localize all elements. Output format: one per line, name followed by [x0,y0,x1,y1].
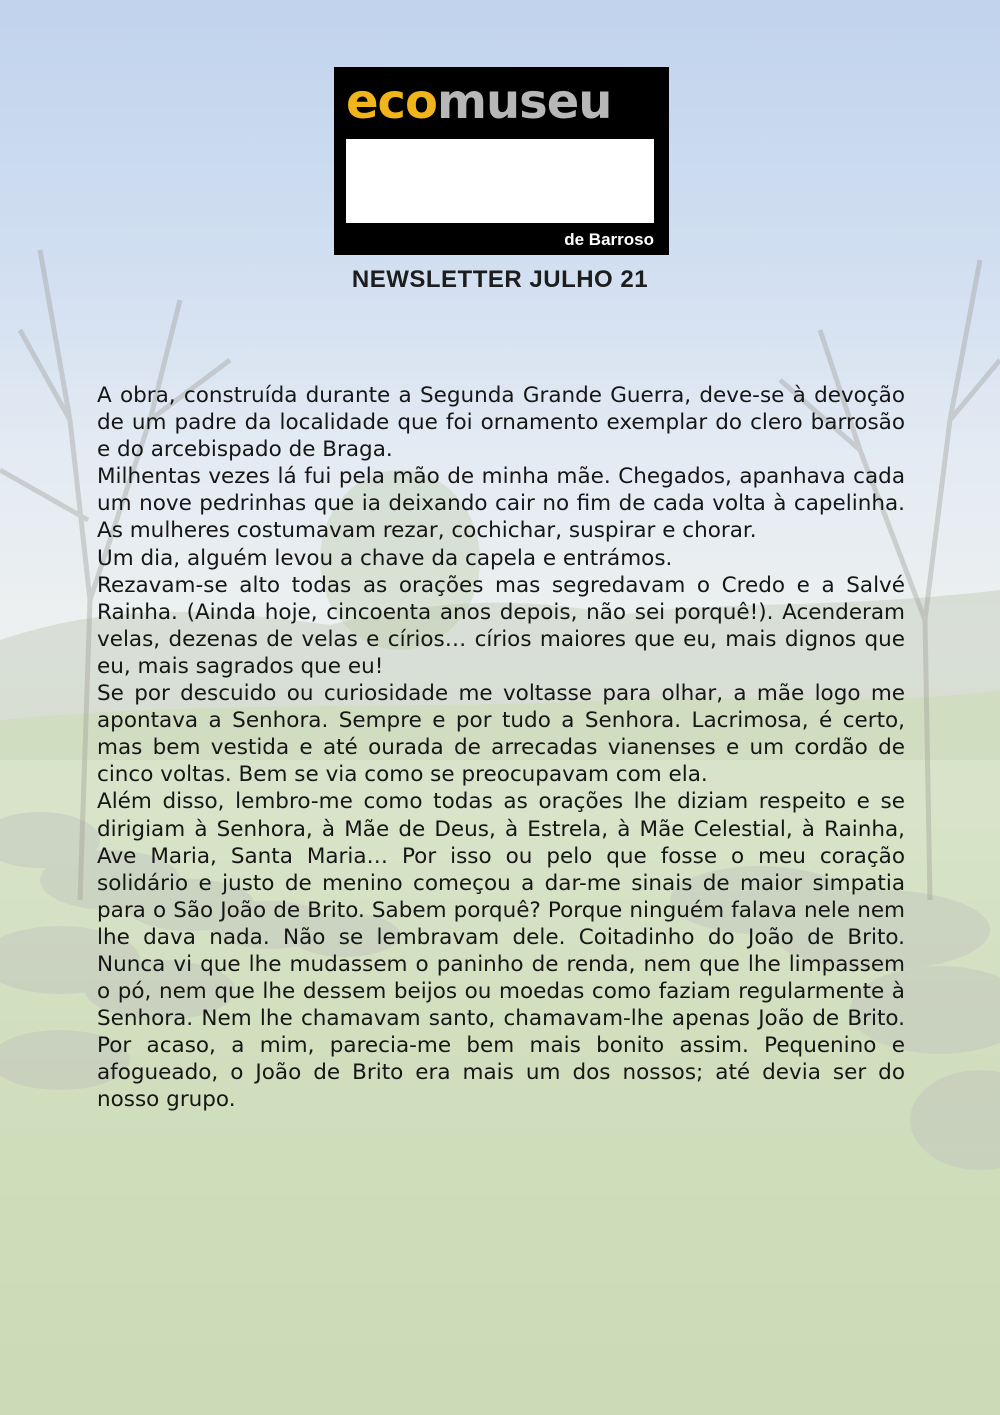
article-body [97,382,905,1114]
logo-window [346,139,654,223]
logo-subtitle: de Barroso [564,230,654,249]
article-paragraph: Rezavam-se alto todas as orações mas segredavam o Credo e a Salvé Rainha. (Ainda hoje, cincoenta anos depois, não sei porquê!). Acenderam velas, dezenas de velas e círios… círios maiores que eu, mais dignos que eu, mais sagrados que eu! [97,572,905,679]
article-paragraph: Milhentas vezes lá fui pela mão de minha mãe. Chegados, apanhava cada um nove pedrinhas que ia deixando cair no fim de cada volta à capelinha. As mulheres costumavam rezar, cochichar, suspirar e chorar. [97,464,905,544]
logo-museu-text: museu [436,74,612,130]
article-paragraph: Além disso, lembro-me como todas as orações lhe diziam respeito e se dirigiam à Senhora, à Mãe de Deus, à Estrela, à Mãe Celestial, à Rainha, Ave Maria, Santa Maria… Por isso ou pelo que fosse o meu coração solidário e justo de menino começou a dar-me sinais de maior simpatia para o São João de Brito. Sabem porquê? Porque ninguém falava nele nem lhe dava nada. Não se lembravam dele. Coitadinho do João de Brito. Nunca vi que lhe mudassem o paninho de renda, nem que lhe limpassem o pó, nem que lhe dessem beijos ou moedas como faziam regularmente à Senhora. Nem lhe chamavam santo, chamavam-lhe apenas João de Brito. Por acaso, a mim, parecia-me bem mais bonito assim. Pequenino e afogueado, o João de Brito era mais um dos nossos; até devia ser do nosso grupo. [97,789,905,1113]
logo-eco-text: eco [346,74,437,130]
newsletter-title: NEWSLETTER JULHO 21 [351,266,649,293]
ecomuseu-logo [334,67,669,255]
article-paragraph: Se por descuido ou curiosidade me voltasse para olhar, a mãe logo me apontava a Senhora. Sempre e por tudo a Senhora. Lacrimosa, é certo, mas bem vestida e até ourada de arrecadas vianenses e um cordão de cinco voltas. Bem se via como se preocupavam com ela. [97,681,905,788]
logo-wordmark [346,71,611,133]
article-paragraph: A obra, construída durante a Segunda Grande Guerra, deve-se à devoção de um padre da localidade que foi ornamento exemplar do clero barrosão e do arcebispado de Braga. [97,383,905,463]
article-paragraph: Um dia, alguém levou a chave da capela e entrámos. [97,545,673,571]
